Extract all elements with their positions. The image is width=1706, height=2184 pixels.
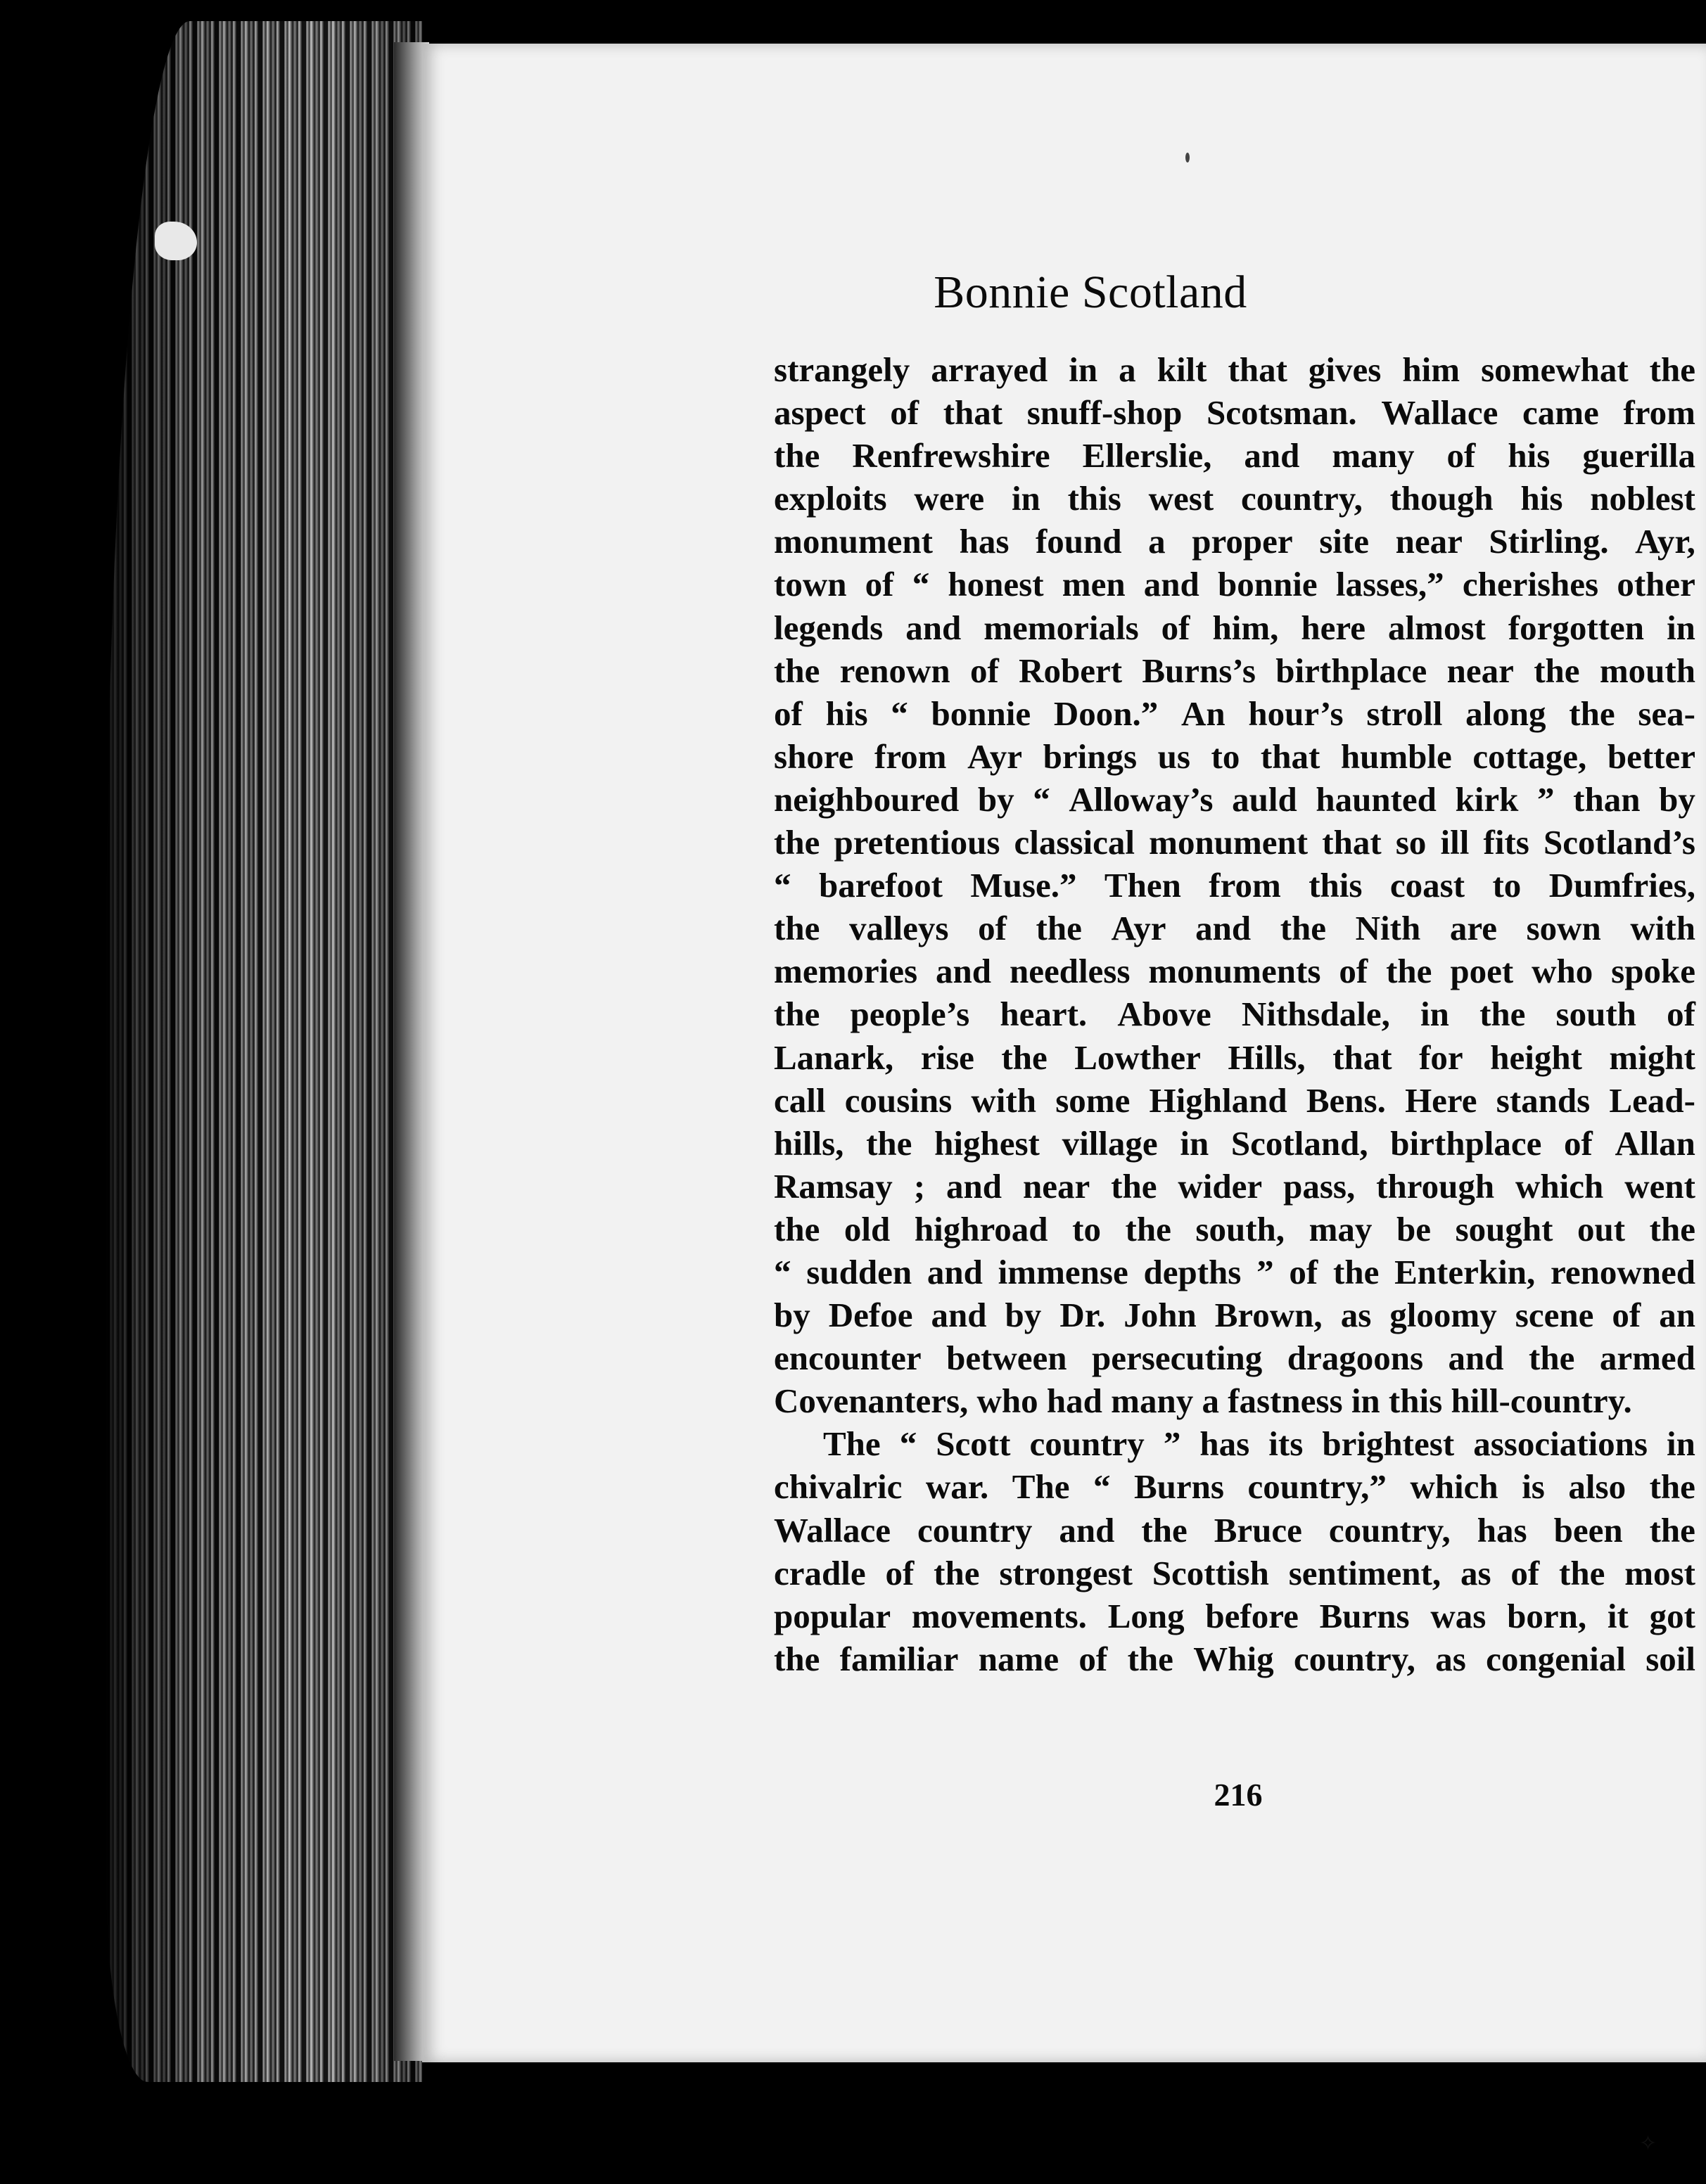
text-line: the renown of Robert Burns’s birthplace near the mouth xyxy=(774,651,1695,690)
text-line: “ barefoot Muse.” Then from this coast to Dumfries, xyxy=(774,866,1695,905)
text-line: encounter between persecuting dragoons and the armed xyxy=(774,1339,1695,1378)
text-line: Wallace country and the Bruce country, has been the xyxy=(774,1510,1695,1550)
text-line: the people’s heart. Above Nithsdale, in the south of xyxy=(774,995,1695,1034)
text-line: cradle of the strongest Scottish sentiment, as of the most xyxy=(774,1553,1695,1592)
text-line: hills, the highest village in Scotland, birthplace of Allan xyxy=(774,1123,1695,1163)
text-line: “ sudden and immense depths ” of the Enterkin, renowned xyxy=(774,1252,1695,1291)
text-line: Ramsay ; and near the wider pass, through which went xyxy=(774,1166,1695,1206)
text-line: town of “ honest men and bonnie lasses,” cherishes other xyxy=(774,565,1695,604)
text-line: popular movements. Long before Burns was born, it got xyxy=(774,1596,1695,1635)
page-number: 216 xyxy=(1214,1777,1263,1813)
paragraph-end-line: Covenanters, who had many a fastness in this hill-country. xyxy=(774,1381,1632,1421)
text-line: the pretentious classical monument that so ill fits Scotland’s xyxy=(774,823,1695,862)
text-line: the familiar name of the Whig country, as congenial soil xyxy=(774,1639,1695,1678)
text-line: shore from Ayr brings us to that humble cottage, better xyxy=(774,736,1695,776)
paper-speck xyxy=(1185,153,1190,162)
text-line: strangely arrayed in a kilt that gives him somewhat the xyxy=(774,350,1695,389)
text-line: by Defoe and by Dr. John Brown, as gloomy scene of an xyxy=(774,1296,1695,1335)
text-line: of his “ bonnie Doon.” An hour’s stroll along the sea- xyxy=(774,694,1695,733)
text-line: call cousins with some Highland Bens. Here stands Lead- xyxy=(774,1080,1695,1120)
text-line: aspect of that snuff-shop Scotsman. Wallace came from xyxy=(774,393,1695,433)
text-line: the valleys of the Ayr and the Nith are sown with xyxy=(774,909,1695,948)
page-body-text xyxy=(774,348,1695,1680)
text-line: monument has found a proper site near Stirling. Ayr, xyxy=(774,522,1695,561)
book-page-edges xyxy=(106,21,422,2082)
running-head: Bonnie Scotland xyxy=(934,267,1247,318)
paragraph-start-line: The “ Scott country ” has its brightest associations in xyxy=(823,1424,1695,1464)
text-line: exploits were in this west country, though his noblest xyxy=(774,479,1695,518)
text-line: legends and memorials of him, here almost forgotten in xyxy=(774,608,1695,647)
text-line: the Renfrewshire Ellerslie, and many of his guerilla xyxy=(774,436,1695,475)
text-line: neighboured by “ Alloway’s auld haunted kirk ” than by xyxy=(774,779,1695,819)
text-line: Lanark, rise the Lowther Hills, that for height might xyxy=(774,1037,1695,1077)
text-line: memories and needless monuments of the poet who spoke xyxy=(774,952,1695,991)
text-line: chivalric war. The “ Burns country,” which is also the xyxy=(774,1467,1695,1507)
scan-mark: ✧ xyxy=(1639,2132,1657,2155)
text-line: the old highroad to the south, may be sought out the xyxy=(774,1209,1695,1249)
